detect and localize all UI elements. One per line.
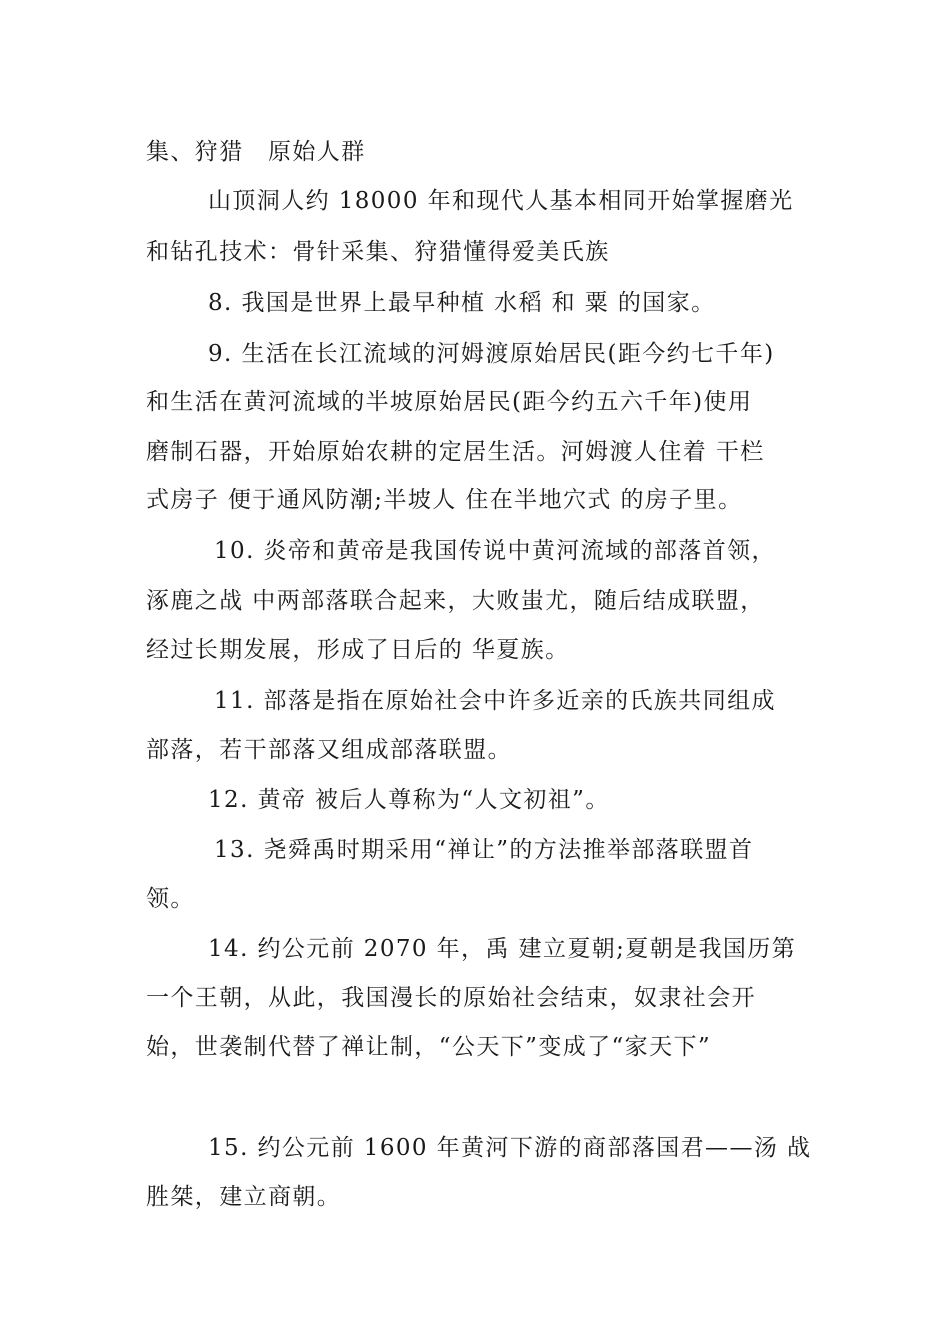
text-line: 胜桀，建立商朝。 (146, 1184, 342, 1210)
text-line: 15. 约公元前 1600 年黄河下游的商部落国君——汤 战 (208, 1135, 812, 1161)
text-line: 一个王朝，从此，我国漫长的原始社会结束，奴隶社会开 (146, 985, 756, 1011)
text-line: 经过长期发展，形成了日后的 华夏族。 (146, 637, 570, 663)
text-line: 和钻孔技术：骨针采集、狩猎懂得爱美氏族 (146, 239, 610, 265)
text-line: 12. 黄帝 被后人尊称为“人文初祖”。 (208, 787, 610, 813)
text-line: 磨制石器，开始原始农耕的定居生活。河姆渡人住着 干栏 (146, 439, 765, 465)
text-line: 和生活在黄河流域的半坡原始居民(距今约五六千年)使用 (146, 389, 753, 415)
text-line: 8. 我国是世界上最早种植 水稻 和 粟 的国家。 (208, 290, 716, 316)
text-line: 集、狩猎 原始人群 (146, 139, 366, 165)
text-line: 始，世袭制代替了禅让制，“公天下”变成了“家天下” (146, 1034, 712, 1060)
text-line: 13. 尧舜禹时期采用“禅让”的方法推举部落联盟首 (214, 837, 754, 863)
text-line: 14. 约公元前 2070 年，禹 建立夏朝;夏朝是我国历第 (208, 936, 797, 962)
text-line: 9. 生活在长江流域的河姆渡原始居民(距今约七千年) (208, 341, 775, 367)
text-line: 式房子 便于通风防潮;半坡人 住在半地穴式 的房子里。 (146, 487, 743, 513)
text-line: 11. 部落是指在原始社会中许多近亲的氏族共同组成 (214, 688, 776, 714)
text-line: 领。 (146, 886, 195, 912)
text-line: 涿鹿之战 中两部落联合起来，大败蚩尤，随后结成联盟， (146, 588, 765, 614)
text-line: 部落，若干部落又组成部落联盟。 (146, 737, 512, 763)
text-line: 10. 炎帝和黄帝是我国传说中黄河流域的部落首领， (214, 538, 776, 564)
text-line: 山顶洞人约 18000 年和现代人基本相同开始掌握磨光 (208, 188, 794, 214)
